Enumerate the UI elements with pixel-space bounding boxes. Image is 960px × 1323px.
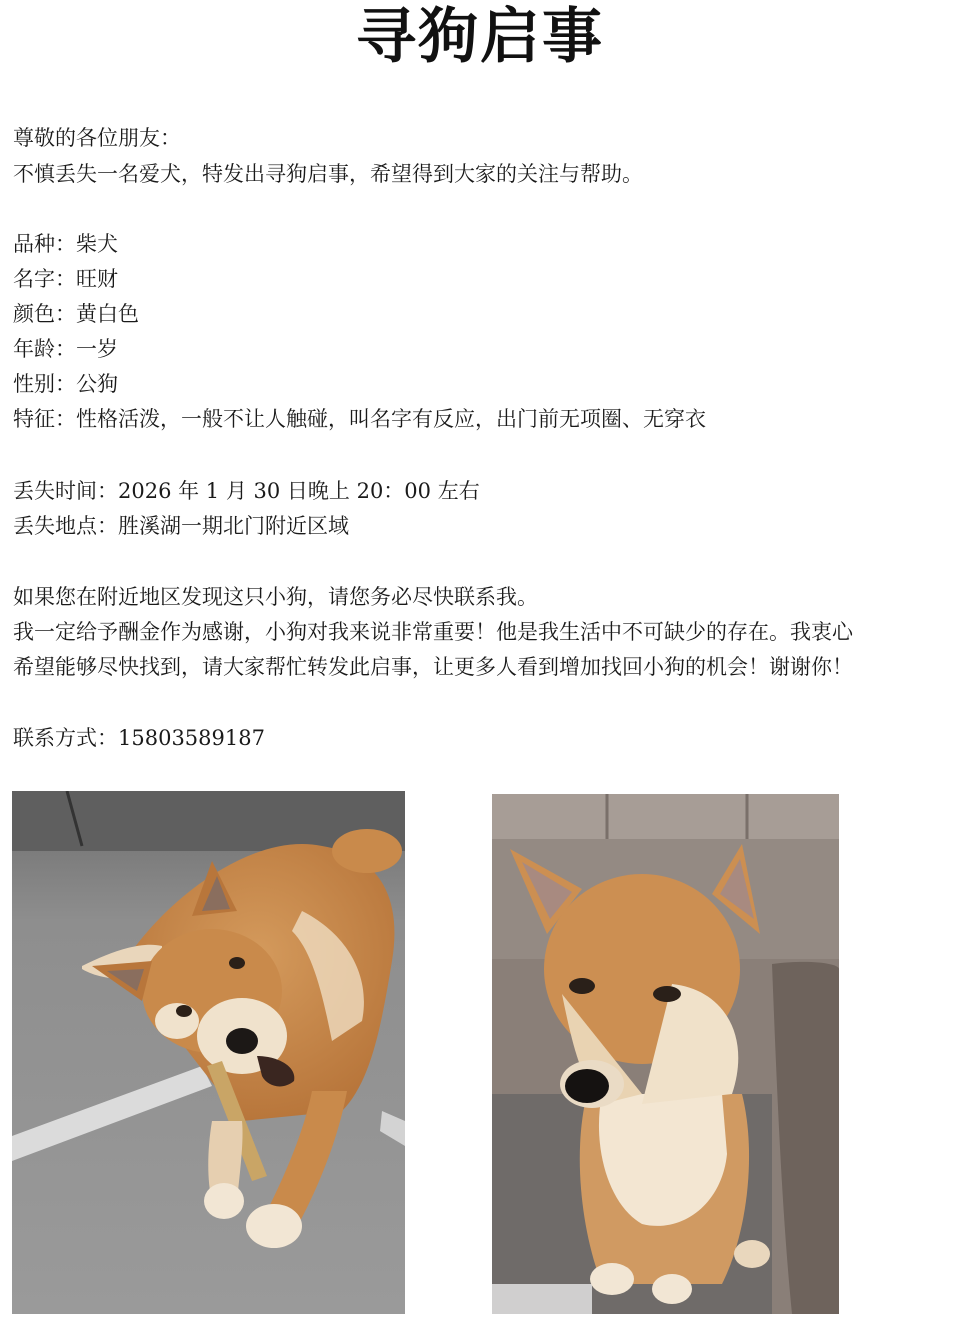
- appeal-line-1: 如果您在附近地区发现这只小狗，请您务必尽快联系我。: [13, 585, 538, 609]
- detail-value: 黄白色: [76, 302, 139, 326]
- detail-features: [13, 406, 706, 432]
- lost-time: [13, 478, 480, 504]
- greeting: 尊敬的各位朋友：: [13, 126, 181, 150]
- lost-time-label: 丢失时间：: [13, 479, 118, 503]
- detail-value: 一岁: [76, 337, 118, 361]
- detail-sex: [13, 371, 118, 397]
- dog-sitting-illustration: [492, 794, 839, 1314]
- detail-breed: [13, 231, 118, 257]
- page-title: 寻狗启事: [356, 2, 604, 72]
- appeal-line-2: 我一定给予酬金作为感谢，小狗对我来说非常重要！他是我生活中不可缺少的存在。我衷心: [13, 620, 853, 644]
- detail-value: 性格活泼，一般不让人触碰，叫名字有反应，出门前无项圈、无穿衣: [76, 407, 706, 431]
- detail-label: 年龄：: [13, 337, 76, 361]
- detail-label: 品种：: [13, 232, 76, 256]
- lost-place-value: 胜溪湖一期北门附近区域: [118, 514, 349, 538]
- contact-phone: 15803589187: [118, 726, 265, 750]
- detail-label: 性别：: [13, 372, 76, 396]
- detail-value: 公狗: [76, 372, 118, 396]
- detail-age: [13, 336, 118, 362]
- detail-color: [13, 301, 139, 327]
- detail-name: [13, 266, 118, 292]
- contact-label: 联系方式：: [13, 726, 118, 750]
- detail-value: 柴犬: [76, 232, 118, 256]
- detail-label: 特征：: [13, 407, 76, 431]
- appeal-line-3: 希望能够尽快找到，请大家帮忙转发此启事，让更多人看到增加找回小狗的机会！谢谢你！: [13, 655, 853, 679]
- dog-photo-sitting: [492, 794, 839, 1314]
- contact: [13, 725, 265, 751]
- detail-label: 名字：: [13, 267, 76, 291]
- lost-place: [13, 513, 349, 539]
- lost-time-value: 2026 年 1 月 30 日晚上 20：00 左右: [118, 479, 480, 503]
- lost-place-label: 丢失地点：: [13, 514, 118, 538]
- dog-lying-illustration: [12, 791, 405, 1314]
- detail-value: 旺财: [76, 267, 118, 291]
- intro-text: 不慎丢失一名爱犬，特发出寻狗启事，希望得到大家的关注与帮助。: [13, 162, 643, 186]
- dog-photo-chewing: [12, 791, 405, 1314]
- detail-label: 颜色：: [13, 302, 76, 326]
